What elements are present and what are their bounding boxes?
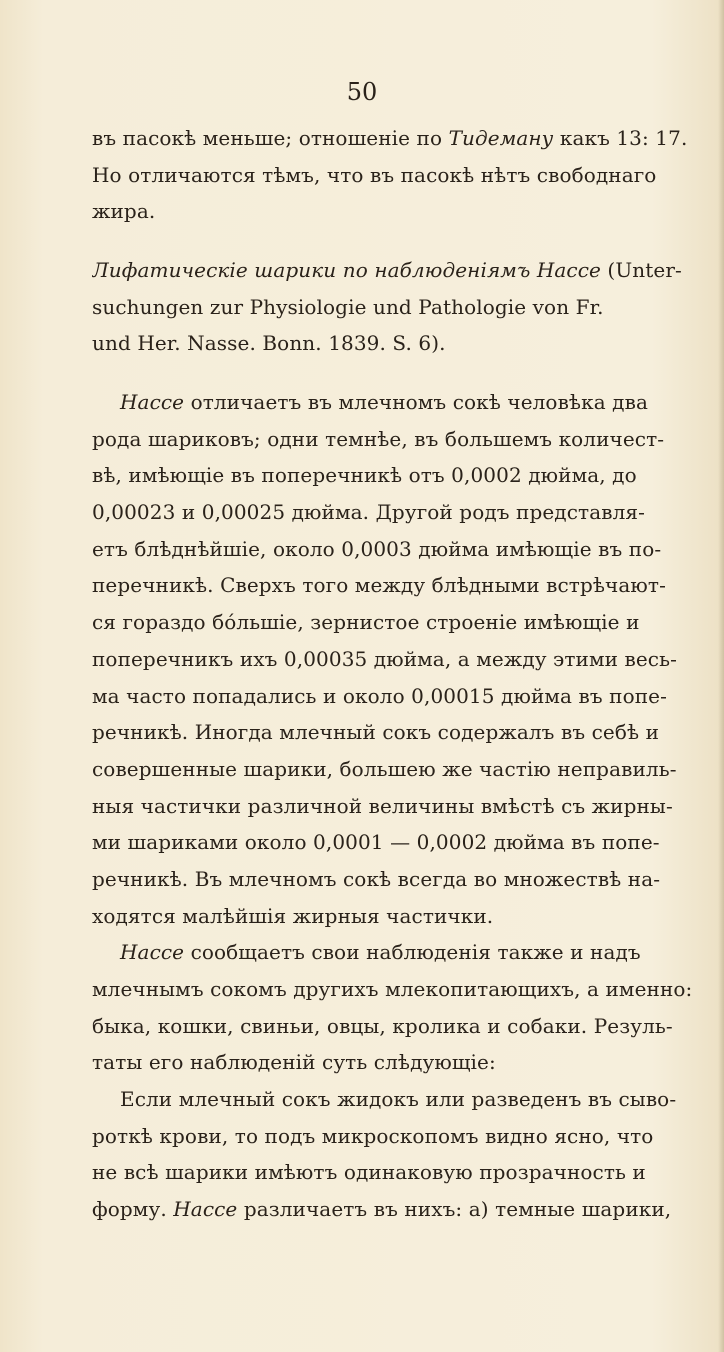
- text-run: не всѣ шарики имѣютъ одинаковую прозрачность и: [92, 1160, 646, 1185]
- author-name-italic: Тидеману: [448, 126, 554, 150]
- text-line: [92, 751, 712, 788]
- text-run: млечнымъ сокомъ другихъ млекопитающихъ, а именно:: [92, 977, 693, 1001]
- page-edge-shadow: [718, 0, 724, 1352]
- text-run: рода шариковъ; одни темнѣе, въ большемъ количест-: [92, 426, 665, 451]
- text-run: совершенные шарики, большею же частію неправиль-: [92, 756, 677, 781]
- text-line: [92, 788, 712, 825]
- text-line: [92, 289, 712, 326]
- text-run: форму.: [92, 1197, 174, 1222]
- text-run: ми шариками около 0,0001 — 0,0002 дюйма въ попе-: [92, 830, 660, 855]
- heading-italic: Лифатическіе шарики по наблюденіямъ Нассе: [92, 258, 601, 282]
- text-run: перечникѣ. Сверхъ того между блѣдными встрѣчают-: [92, 573, 666, 598]
- text-line: [92, 1081, 712, 1118]
- text-run: (Unter-: [600, 258, 682, 282]
- text-run: какъ 13: 17.: [553, 126, 688, 150]
- text-line: [92, 824, 712, 861]
- text-run: речникѣ. Иногда млечный сокъ содержалъ въ себѣ и: [92, 720, 660, 745]
- text-run: вѣ, имѣющіе въ поперечникѣ отъ 0,0002 дюйма, до: [92, 463, 637, 488]
- text-run: въ пасокѣ меньше; отношеніе по: [92, 126, 449, 150]
- text-run: ныя частички различной величины вмѣстѣ съ жирны-: [92, 793, 673, 818]
- text-run: ма часто попадались и около 0,00015 дюйма въ попе-: [92, 683, 667, 708]
- text-line: [92, 531, 712, 568]
- text-line: [92, 567, 712, 604]
- text-line: [92, 604, 712, 641]
- text-line: [92, 193, 712, 230]
- text-run: und Her. Nasse. Bonn. 1839. S. 6).: [92, 331, 446, 356]
- text-run: быка, кошки, свиньи, овцы, кролика и собаки. Резуль-: [92, 1013, 673, 1038]
- paragraph-continuation: [92, 120, 712, 230]
- text-run: роткѣ крови, то подъ микроскопомъ видно ясно, что: [92, 1123, 654, 1148]
- text-line: [92, 898, 712, 935]
- text-run: ся гораздо бо́льшіе, зернистое строеніе имѣющіе и: [92, 610, 640, 635]
- text-line: [92, 971, 712, 1008]
- text-run: Но отличаются тѣмъ, что въ пасокѣ нѣтъ свободнаго: [92, 162, 657, 187]
- body-text: [92, 384, 712, 1228]
- text-run: речникѣ. Въ млечномъ сокѣ всегда во множествѣ на-: [92, 866, 661, 891]
- text-run: различаетъ въ нихъ: а) темные шарики,: [237, 1197, 672, 1222]
- text-run: ходятся малѣйшія жирныя частички.: [92, 903, 494, 928]
- text-line: [92, 325, 712, 362]
- text-run: suchungen zur Physiologie und Pathologie von Fr.: [92, 294, 604, 319]
- text-line: [92, 494, 712, 531]
- text-line: [92, 861, 712, 898]
- text-line: [92, 1044, 712, 1081]
- text-line: [92, 934, 712, 971]
- text-line: [92, 1008, 712, 1045]
- text-line: [92, 714, 712, 751]
- page-number: 50: [346, 78, 378, 106]
- text-line: [92, 641, 712, 678]
- text-run: поперечникъ ихъ 0,00035 дюйма, а между этими весь-: [92, 646, 677, 671]
- text-line: [92, 678, 712, 715]
- text-line: [92, 457, 712, 494]
- text-line: [92, 1191, 712, 1228]
- text-run: сообщаетъ свои наблюденія также и надъ: [184, 940, 641, 965]
- text-line: [92, 157, 712, 194]
- author-name-italic: Нассе: [120, 390, 185, 414]
- text-run: етъ блѣднѣйшіе, около 0,0003 дюйма имѣющіе въ по-: [92, 536, 662, 561]
- text-run: жира.: [92, 199, 156, 224]
- text-line: [92, 252, 712, 289]
- text-run: 0,00023 и 0,00025 дюйма. Другой родъ представля-: [92, 500, 645, 525]
- section-heading: [92, 252, 712, 362]
- author-name-italic: Нассе: [120, 940, 185, 965]
- text-run: таты его наблюденій суть слѣдующіе:: [92, 1050, 496, 1075]
- text-line: [92, 1118, 712, 1155]
- author-name-italic: Нассе: [173, 1197, 238, 1222]
- text-line: [92, 384, 712, 421]
- text-line: [92, 1154, 712, 1191]
- text-line: [92, 421, 712, 458]
- text-run: Если млечный сокъ жидокъ или разведенъ въ сыво-: [120, 1087, 677, 1112]
- text-run: отличаетъ въ млечномъ сокѣ человѣка два: [184, 390, 648, 414]
- text-line: [92, 120, 712, 157]
